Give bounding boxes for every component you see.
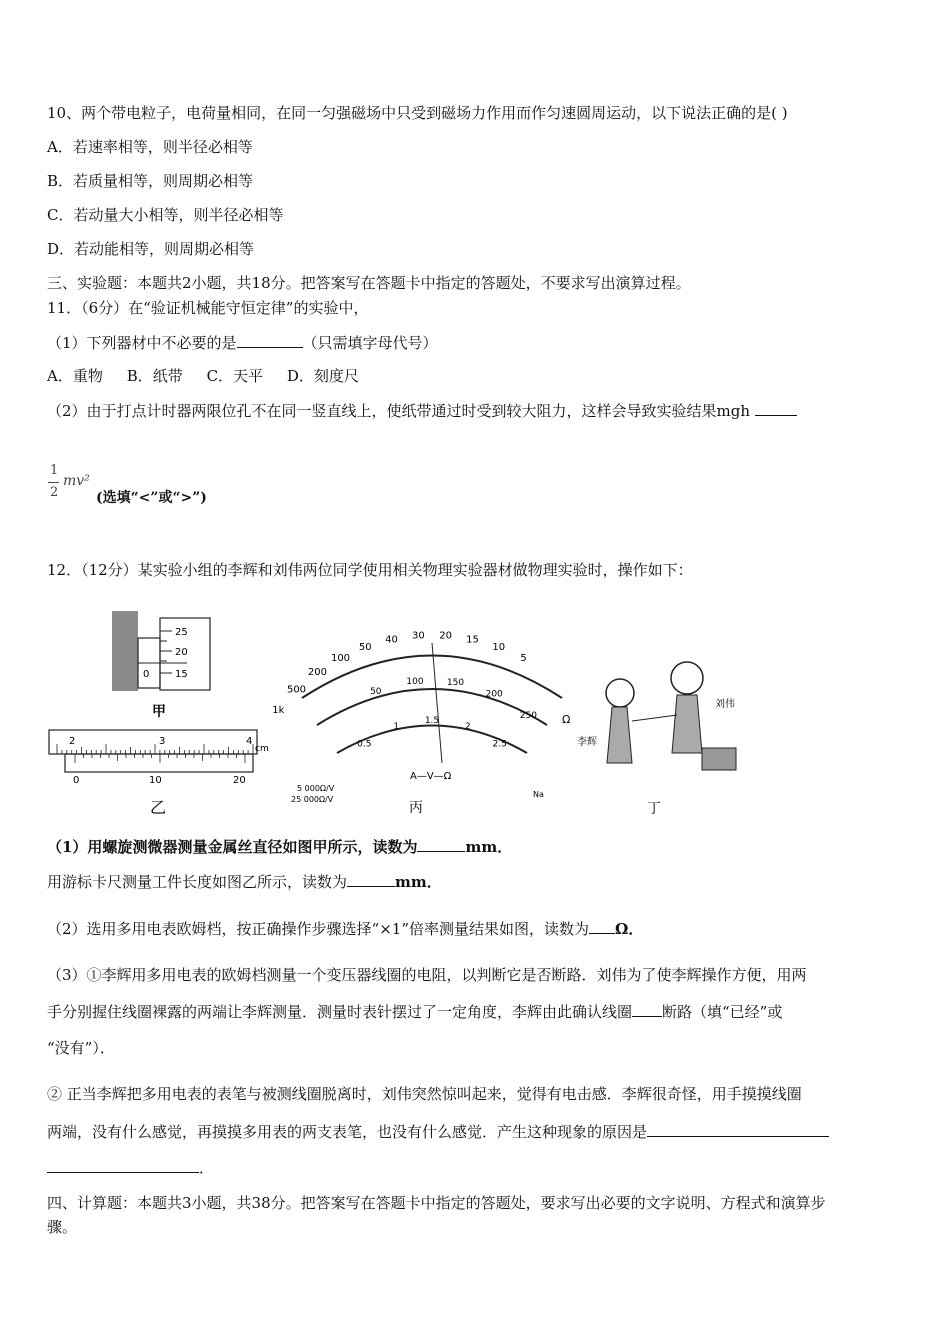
- low-scale-label: 1.5: [424, 716, 440, 726]
- low-scale-labels: [357, 716, 507, 749]
- q11-part1-blank[interactable]: [237, 332, 303, 348]
- q12-part4-line3-tail: ．: [199, 1159, 215, 1177]
- q10-option-c: C．若动量大小相等，则半径必相等: [47, 206, 284, 224]
- q12-part1a: [47, 836, 512, 857]
- q12-part2-unit: Ω．: [615, 920, 644, 938]
- mid-scale-label: 250: [519, 711, 537, 722]
- ohm-scale-label: 40: [385, 634, 398, 646]
- q12-part3-line3: “没有”）．: [47, 1039, 115, 1057]
- probe-wire: [632, 715, 677, 721]
- name-lihui: 李辉: [577, 737, 597, 748]
- ohm-scale-label: 15: [466, 634, 479, 646]
- meter-needle: [432, 643, 442, 763]
- q12-part1a-prefix: （1）用螺旋测微器测量金属丝直径如图甲所示，读数为: [47, 838, 418, 856]
- q11-option-d: D．刻度尺: [286, 367, 359, 385]
- q12-part2-prefix: （2）选用多用电表欧姆档，按正确操作步骤选择“×1”倍率测量结果如图，读数为: [47, 920, 589, 938]
- mid-scale-label: 50: [370, 686, 382, 697]
- caliper-main-2: 2: [69, 736, 76, 747]
- q11-options: [47, 366, 359, 386]
- caliper-vernier-0: 0: [73, 775, 80, 786]
- q10-option-a: A．若速率相等，则半径必相等: [47, 138, 253, 156]
- caliper-main-scale: [49, 730, 257, 754]
- lihui-body: [607, 707, 632, 763]
- mid-scale-label: 100: [406, 677, 424, 687]
- q11-part1-suffix: （只需填字母代号）: [302, 334, 438, 352]
- low-scale-label: 2.5: [492, 739, 507, 750]
- q11-part2: [47, 400, 797, 421]
- students-cartoon: [577, 662, 736, 817]
- multimeter-dial-diagram: [272, 631, 570, 817]
- low-scale-label: 2: [464, 722, 471, 732]
- q11-part2-blank[interactable]: [755, 400, 797, 416]
- caliper-vernier-scale: [65, 754, 253, 772]
- instruments-figure: [47, 603, 747, 825]
- q12-part3-line2b: 断路（填“已经”或: [662, 1003, 783, 1021]
- meter-spec-1: 5 000Ω/V: [297, 784, 335, 793]
- q11-option-c: C．天平: [206, 367, 264, 385]
- micrometer-tick-0: 0: [143, 669, 150, 680]
- q11-stem: 11．（6分）在“验证机械能守恒定律”的实验中，: [47, 299, 369, 317]
- vernier-caliper-diagram: [49, 730, 269, 817]
- mid-scale-labels: [370, 677, 537, 721]
- mid-scale-label: 150: [446, 677, 465, 688]
- ohm-scale-label: 1k: [272, 704, 285, 716]
- q12-part2-blank[interactable]: [589, 918, 615, 934]
- q12-part4-line2-text: 两端，没有什么感觉，再摸摸多用表的两支表笔，也没有什么感觉．产生这种现象的原因是: [47, 1123, 648, 1141]
- section-4-heading-line2: 骤。: [47, 1218, 78, 1236]
- caliper-unit: cm: [255, 744, 269, 754]
- label-bing: 丙: [409, 800, 423, 816]
- q12-part1b-unit: mm．: [395, 873, 442, 891]
- micrometer-tick-25: 25: [175, 627, 188, 638]
- q10-stem: 10、两个带电粒子，电荷量相同，在同一匀强磁场中只受到磁场力作用而作匀速圆周运动，以下说法正确的是( ): [47, 104, 788, 122]
- micrometer-tick-15: 15: [175, 669, 188, 680]
- micrometer-frame: [112, 611, 138, 691]
- q11-part2-text: （2）由于打点计时器两限位孔不在同一竖直线上，使纸带通过时受到较大阻力，这样会导致实验结果mgh: [47, 402, 751, 420]
- low-scale-label: 0.5: [357, 739, 372, 750]
- meter-box: [702, 748, 736, 770]
- q11-option-a: A．重物: [47, 367, 103, 385]
- q12-part4-line3: [47, 1157, 214, 1178]
- mid-scale-label: 200: [485, 689, 503, 700]
- ohm-scale-label: 20: [439, 630, 452, 642]
- frac-numerator: 1: [50, 463, 59, 478]
- ohm-scale-label: 500: [286, 684, 307, 696]
- q12-part4-blank-2[interactable]: [47, 1157, 199, 1173]
- meter-spec-2: 25 000Ω/V: [291, 795, 334, 804]
- q12-part2: [47, 918, 643, 939]
- ohm-scale-labels: [272, 631, 526, 716]
- frac-expression: mv²: [63, 473, 90, 489]
- caliper-main-3: 3: [159, 736, 166, 747]
- q12-stem: 12．（12分）某实验小组的李辉和刘伟两位同学使用相关物理实验器材做物理实验时，操作如下：: [47, 561, 693, 579]
- ohm-scale-label: 200: [307, 667, 327, 679]
- caliper-vernier-20: 20: [233, 775, 246, 786]
- ohm-scale-label: 30: [412, 630, 425, 642]
- q11-part1-prefix: （1）下列器材中不必要的是: [47, 334, 237, 352]
- q12-part3-line2: [47, 1001, 782, 1022]
- ohm-scale-label: 50: [358, 641, 372, 653]
- caliper-main-4: 4: [246, 736, 253, 747]
- meter-label: A—V—Ω: [410, 771, 452, 782]
- q12-part1b-prefix: 用游标卡尺测量工件长度如图乙所示，读数为: [47, 873, 348, 891]
- caliper-ticks: [57, 744, 253, 763]
- lihui-head: [606, 679, 634, 707]
- ohm-scale-label: 5: [520, 652, 527, 664]
- label-yi: 乙: [150, 798, 167, 817]
- label-jia: 甲: [152, 704, 166, 720]
- q10-option-b: B．若质量相等，则周期必相等: [47, 172, 254, 190]
- name-liuwei: 刘伟: [715, 699, 735, 710]
- ohm-scale-label: 100: [330, 652, 351, 664]
- q11-option-b: B．纸带: [126, 367, 183, 385]
- q12-part3-line2a: 手分别握住线圈裸露的两端让李辉测量．测量时表针摆过了一定角度，李辉由此确认线圈: [47, 1003, 633, 1021]
- q12-part1b: [47, 871, 442, 892]
- q12-part1b-blank[interactable]: [347, 871, 395, 887]
- liuwei-head: [671, 662, 703, 694]
- q11-part1: [47, 332, 438, 353]
- caliper-vernier-10: 10: [149, 775, 162, 786]
- frac-bar: [48, 482, 59, 483]
- q12-part1a-unit: mm．: [465, 838, 513, 856]
- ohm-symbol: Ω: [562, 713, 571, 726]
- q12-part4-blank-1[interactable]: [647, 1121, 829, 1137]
- section-4-heading-line1: 四、计算题：本题共3小题，共38分。把答案写在答题卡中指定的答题处，要求写出必要的文字说明、方程式和演算步: [47, 1194, 826, 1212]
- label-ding: 丁: [647, 801, 661, 817]
- micrometer-tick-20: 20: [175, 647, 188, 658]
- section-3-heading: 三、实验题：本题共2小题，共18分。把答案写在答题卡中指定的答题处，不要求写出演算过程。: [47, 274, 691, 292]
- q12-part3-line1: （3）①李辉用多用电表的欧姆档测量一个变压器线圈的电阻，以判断它是否断路．刘伟为了使李辉操作方便，用两: [47, 966, 807, 984]
- q10-option-d: D．若动能相等，则周期必相等: [47, 240, 255, 258]
- q11-part2-tail: (选填“<”或“>”): [96, 490, 207, 506]
- micrometer-diagram: [112, 611, 210, 720]
- q12-part3-blank[interactable]: [632, 1001, 662, 1017]
- frac-denominator: 2: [50, 485, 59, 500]
- q12-part4-line2: [47, 1121, 829, 1142]
- liuwei-body: [672, 695, 702, 753]
- meter-na: Na: [533, 790, 544, 799]
- q12-part1a-blank[interactable]: [417, 836, 465, 852]
- low-scale-label: 1: [393, 722, 400, 732]
- q12-part4-line1: ② 正当李辉把多用电表的表笔与被测线圈脱离时，刘伟突然惊叫起来，觉得有电击感．李辉很奇怪，用手摸摸线圈: [47, 1085, 802, 1103]
- ohm-scale-label: 10: [492, 641, 506, 653]
